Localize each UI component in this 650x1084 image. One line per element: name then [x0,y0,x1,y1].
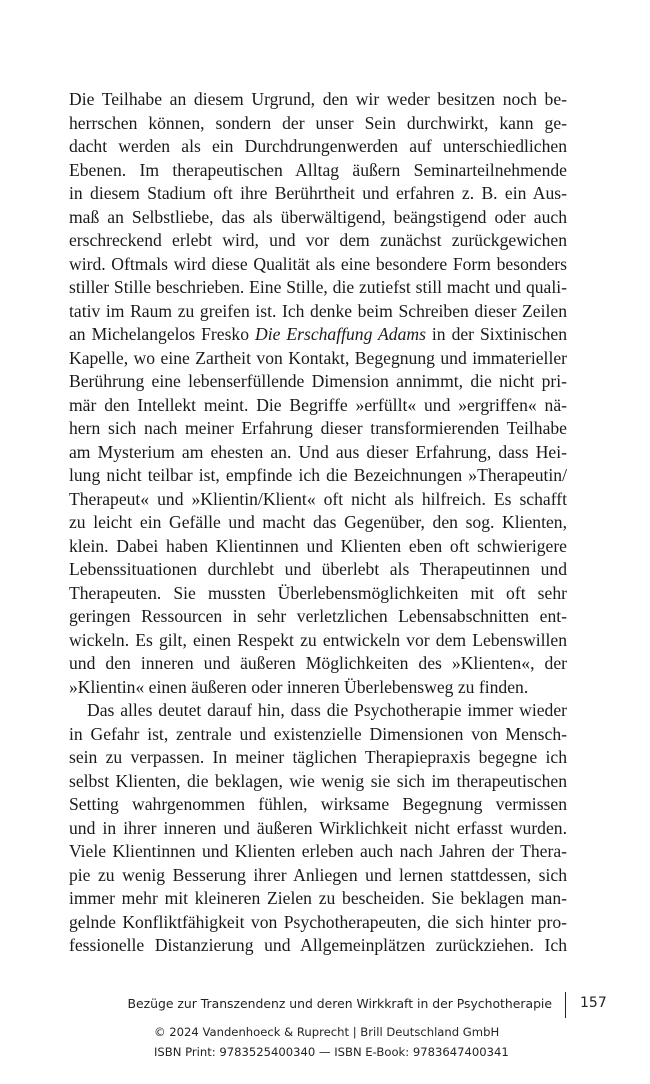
footer-divider [565,992,566,1018]
text-line: tativ im Raum zu greifen ist. Ich denke beim Schreiben dieser Zeilen [69,300,567,321]
text-line: Therapeut« und »Klientin/Klient« oft nicht als hilfreich. Es schafft [69,488,567,509]
text-line: selbst Klienten, die beklagen, wie wenig sie sich im therapeutischen [69,770,567,791]
text-line: herrschen können, sondern der unser Sein durchwirkt, kann ge- [69,112,567,133]
text-line: mär den Intellekt meint. Die Begriffe »erfüllt« und »ergriffen« nä- [69,394,567,415]
text-line: immer mehr mit kleineren Zielen zu bescheiden. Sie beklagen man- [69,888,567,908]
text-line: in diesem Stadium oft ihre Berührtheit und erfahren z. B. ein Aus- [69,183,567,203]
page-number: 157 [580,995,607,1011]
text-line: Kapelle, wo eine Zartheit von Kontakt, Begegnung und immaterieller [69,347,567,368]
paragraph-last-line: »Klientin« einen äußeren oder inneren Überlebensweg zu finden. [69,676,529,697]
text-line: wickeln. Es gilt, einen Respekt zu entwickeln vor dem Lebenswillen [69,629,567,650]
text-line: Lebenssituationen durchlebt und überlebt als Therapeutinnen und [69,559,567,579]
text-line: dacht werden als ein Durchdrungenwerden auf unterschiedlichen [69,136,567,156]
text-line: geringen Ressourcen in sehr verletzlichen Lebensabschnitten ent- [69,606,567,626]
text-line-with-title [69,323,567,347]
paragraph-first-line: Das alles deutet darauf hin, dass die Psychotherapie immer wieder [87,700,567,720]
artwork-title: Die Erschaffung Adams [255,324,426,344]
text-line: gelnde Konfliktfähigkeit von Psychotherapeuten, die sich hinter pro- [69,911,567,932]
text-line: und den inneren und äußeren Möglichkeiten des »Klienten«, der [69,653,567,673]
body-text [69,88,567,958]
text-line: Setting wahrgenommen fühlen, wirksame Begegnung vermissen [69,794,567,814]
text-line: fessionelle Distanzierung und Allgemeinplätzen zurückziehen. Ich [69,935,567,955]
running-footer-title: Bezüge zur Transzendenz und deren Wirkkraft in der Psychotherapie [127,996,552,1011]
text-line: Berührung eine lebenserfüllende Dimension annimmt, die nicht pri- [69,371,567,391]
text-line: am Mysterium am ehesten an. Und aus dieser Erfahrung, dass Hei- [69,441,567,462]
text-line: zu leicht ein Gefälle und macht das Gegenüber, den sog. Klienten, [69,512,567,532]
text-line: hern sich nach meiner Erfahrung dieser transformierenden Teilhabe [69,418,567,438]
text-line: erschreckend erlebt wird, und vor dem zunächst zurückgewichen [69,230,567,250]
text-segment: in der Sixtinischen [425,324,567,344]
text-line: Viele Klientinnen und Klienten erleben auch nach Jahren der Thera- [69,841,567,861]
text-line: lung nicht teilbar ist, empfinde ich die Bezeichnungen »Therapeutin/ [69,465,567,485]
text-line: Ebenen. Im therapeutischen Alltag äußern Seminarteilnehmende [69,159,567,180]
text-line: sein zu verpassen. In meiner täglichen Therapiepraxis begegne ich [69,747,567,767]
text-line: stiller Stille beschrieben. Eine Stille, die zutiefst still macht und quali- [69,277,567,297]
text-segment: an Michelangelos Fresko [69,324,255,344]
text-line: klein. Dabei haben Klientinnen und Klienten eben oft schwierigere [69,535,567,556]
text-line: Therapeuten. Sie mussten Überlebensmöglichkeiten mit oft sehr [69,582,567,603]
copyright-notice: © 2024 Vandenhoeck & Ruprecht | Brill Deutschland GmbH [154,1025,500,1039]
isbn-notice: ISBN Print: 9783525400340 — ISBN E-Book: 9783647400341 [154,1045,509,1059]
text-line: und in ihrer inneren und äußeren Wirklichkeit nicht erfasst wurden. [69,817,567,838]
text-line: in Gefahr ist, zentrale und existenzielle Dimensionen von Mensch- [69,723,567,744]
text-line: pie zu wenig Besserung ihrer Anliegen und lernen stattdessen, sich [69,864,567,885]
text-line: maß an Selbstliebe, das als überwältigend, beängstigend oder auch [69,206,567,227]
text-line: Die Teilhabe an diesem Urgrund, den wir weder besitzen noch be- [69,89,567,109]
text-line: wird. Oftmals wird diese Qualität als eine besondere Form besonders [69,253,567,274]
